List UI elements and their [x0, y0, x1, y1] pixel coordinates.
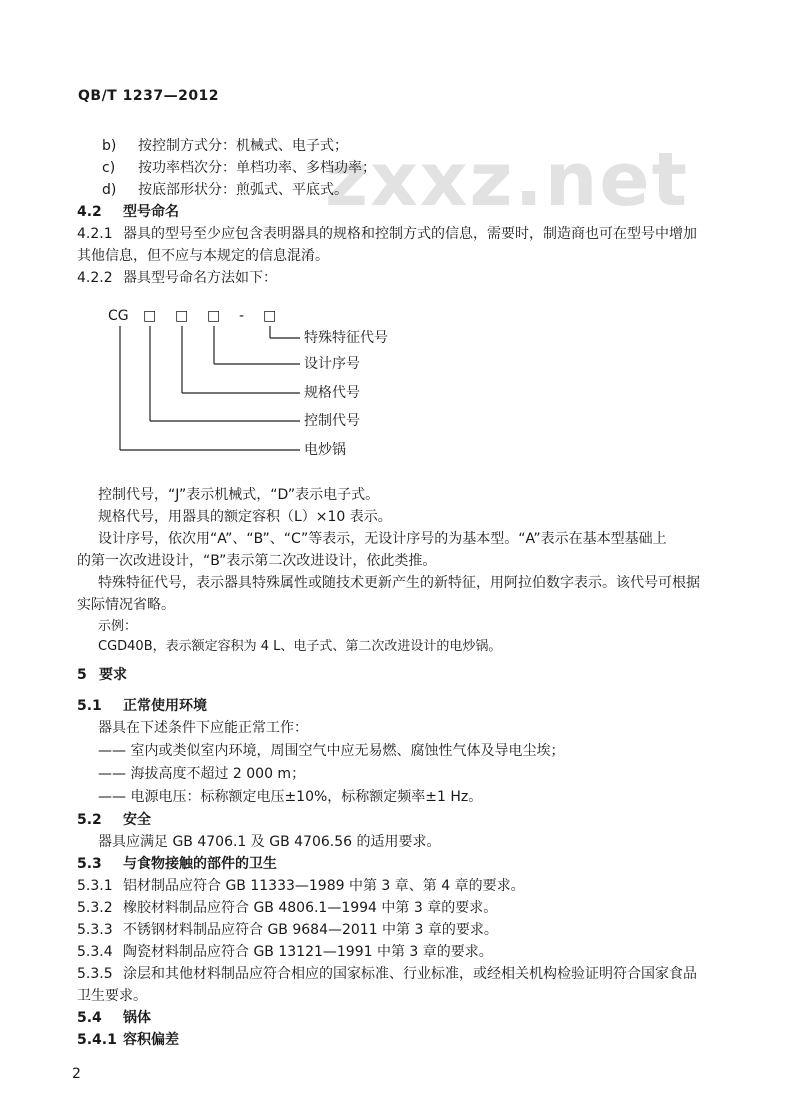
section-number: 5.4 — [77, 1010, 102, 1026]
clause-5-3-5-line2: 卫生要求。 — [77, 988, 147, 1004]
list-text: 按功率档次分：单档功率、多档功率； — [138, 160, 376, 176]
clause-text: 器具型号命名方法如下： — [123, 270, 277, 286]
label-special-feature-code: 特殊特征代号 — [304, 330, 388, 346]
explain-design-line2: 的第一次改进设计，“B”表示第二次改进设计，依此类推。 — [77, 553, 437, 569]
section-5-4-heading — [77, 1009, 151, 1027]
clause-text: 铝材制品应符合 GB 11333—1989 中第 3 章、第 4 章的要求。 — [123, 878, 525, 894]
clause-text: 器具的型号至少应包含表明器具的规格和控制方式的信息，需要时，制造商也可在型号中增加 — [123, 226, 697, 242]
clause-number: 4.2.1 — [77, 226, 113, 242]
clause-5-3-4 — [77, 943, 493, 961]
model-box-spec: □ — [175, 308, 189, 324]
list-item-altitude: —— 海拔高度不超过 2 000 m； — [98, 766, 306, 782]
explain-spec-code: 规格代号，用器具的额定容积（L）×10 表示。 — [98, 509, 392, 525]
explain-design-line1: 设计序号，依次用“A”、“B”、“C”等表示，无设计序号的为基本型。“A”表示在基本型基础上 — [98, 531, 667, 547]
section-number: 5.1 — [77, 698, 102, 714]
section-5-heading — [77, 666, 127, 684]
list-marker: d) — [102, 182, 117, 198]
model-box-design: □ — [207, 308, 221, 324]
clause-number: 5.3.2 — [77, 900, 113, 916]
section-5-3-heading — [77, 855, 277, 873]
section-title: 与食物接触的部件的卫生 — [123, 856, 277, 872]
clause-5-3-5-line1 — [77, 965, 697, 983]
clause-5-3-2 — [77, 899, 497, 917]
model-box-control: □ — [143, 308, 157, 324]
clause-title: 容积偏差 — [123, 1032, 179, 1048]
clause-text: 涂层和其他材料制品应符合相应的国家标准、行业标准，或经相关机构检验证明符合国家食品 — [123, 966, 697, 982]
list-text: 按控制方式分：机械式、电子式； — [138, 138, 348, 154]
watermark: zxxz.net — [325, 137, 689, 223]
clause-number: 4.2.2 — [77, 270, 113, 286]
clause-text: 陶瓷材料制品应符合 GB 13121—1991 中第 3 章的要求。 — [123, 944, 493, 960]
explain-special-line2: 实际情况省略。 — [77, 597, 175, 613]
clause-text: 不锈钢材料制品应符合 GB 9684—2011 中第 3 章的要求。 — [123, 922, 498, 938]
section-5-1-intro: 器具在下述条件下应能正常工作： — [98, 720, 308, 736]
section-number: 5.3 — [77, 856, 102, 872]
example-text: CGD40B，表示额定容积为 4 L、电子式、第二次改进设计的电炒锅。 — [98, 639, 502, 654]
section-title: 型号命名 — [123, 204, 179, 220]
label-spec-code: 规格代号 — [304, 385, 360, 401]
section-5-1-heading — [77, 697, 207, 715]
list-marker: b) — [102, 138, 117, 154]
section-title: 正常使用环境 — [123, 698, 207, 714]
list-item-voltage: —— 电源电压：标称额定电压±10%，标称额定频率±1 Hz。 — [98, 789, 483, 805]
section-number: 4.2 — [77, 204, 102, 220]
model-box-special: □ — [263, 308, 277, 324]
list-text: 按底部形状分：煎弧式、平底式。 — [138, 182, 348, 198]
list-item-environment: —— 室内或类似室内环境，周围空气中应无易燃、腐蚀性气体及导电尘埃； — [98, 743, 565, 759]
example-label: 示例： — [98, 619, 138, 634]
section-5-2-heading — [77, 811, 151, 829]
clause-number: 5.3.4 — [77, 944, 113, 960]
label-electric-wok: 电炒锅 — [304, 442, 346, 458]
clause-5-3-3 — [77, 921, 498, 939]
explain-control-code: 控制代号，“J”表示机械式，“D”表示电子式。 — [98, 487, 380, 503]
clause-number: 5.4.1 — [77, 1032, 117, 1048]
page-number: 2 — [72, 1066, 81, 1082]
model-naming-diagram — [0, 0, 800, 480]
explain-special-line1: 特殊特征代号，表示器具特殊属性或随技术更新产生的新特征，用阿拉伯数字表示。该代号可根据 — [98, 575, 700, 591]
clause-5-4-1-heading — [77, 1031, 179, 1049]
clause-number: 5.3.5 — [77, 966, 113, 982]
clause-text: 橡胶材料制品应符合 GB 4806.1—1994 中第 3 章的要求。 — [123, 900, 498, 916]
list-marker: c) — [102, 160, 116, 176]
clause-4-2-1-line2: 其他信息，但不应与本规定的信息混淆。 — [77, 248, 329, 264]
label-control-code: 控制代号 — [304, 413, 360, 429]
section-title: 安全 — [123, 812, 151, 828]
standard-code-header: QB/T 1237—2012 — [78, 88, 220, 104]
clause-5-3-1 — [77, 877, 525, 895]
section-5-2-text: 器具应满足 GB 4706.1 及 GB 4706.56 的适用要求。 — [98, 834, 441, 850]
model-prefix: CG — [108, 308, 129, 324]
section-title: 要求 — [99, 667, 127, 683]
clause-number: 5.3.3 — [77, 922, 113, 938]
model-dash: - — [239, 308, 245, 324]
label-design-sequence: 设计序号 — [304, 356, 360, 372]
clause-number: 5.3.1 — [77, 878, 113, 894]
section-title: 锅体 — [123, 1010, 151, 1026]
section-number: 5 — [77, 667, 87, 683]
section-number: 5.2 — [77, 812, 102, 828]
